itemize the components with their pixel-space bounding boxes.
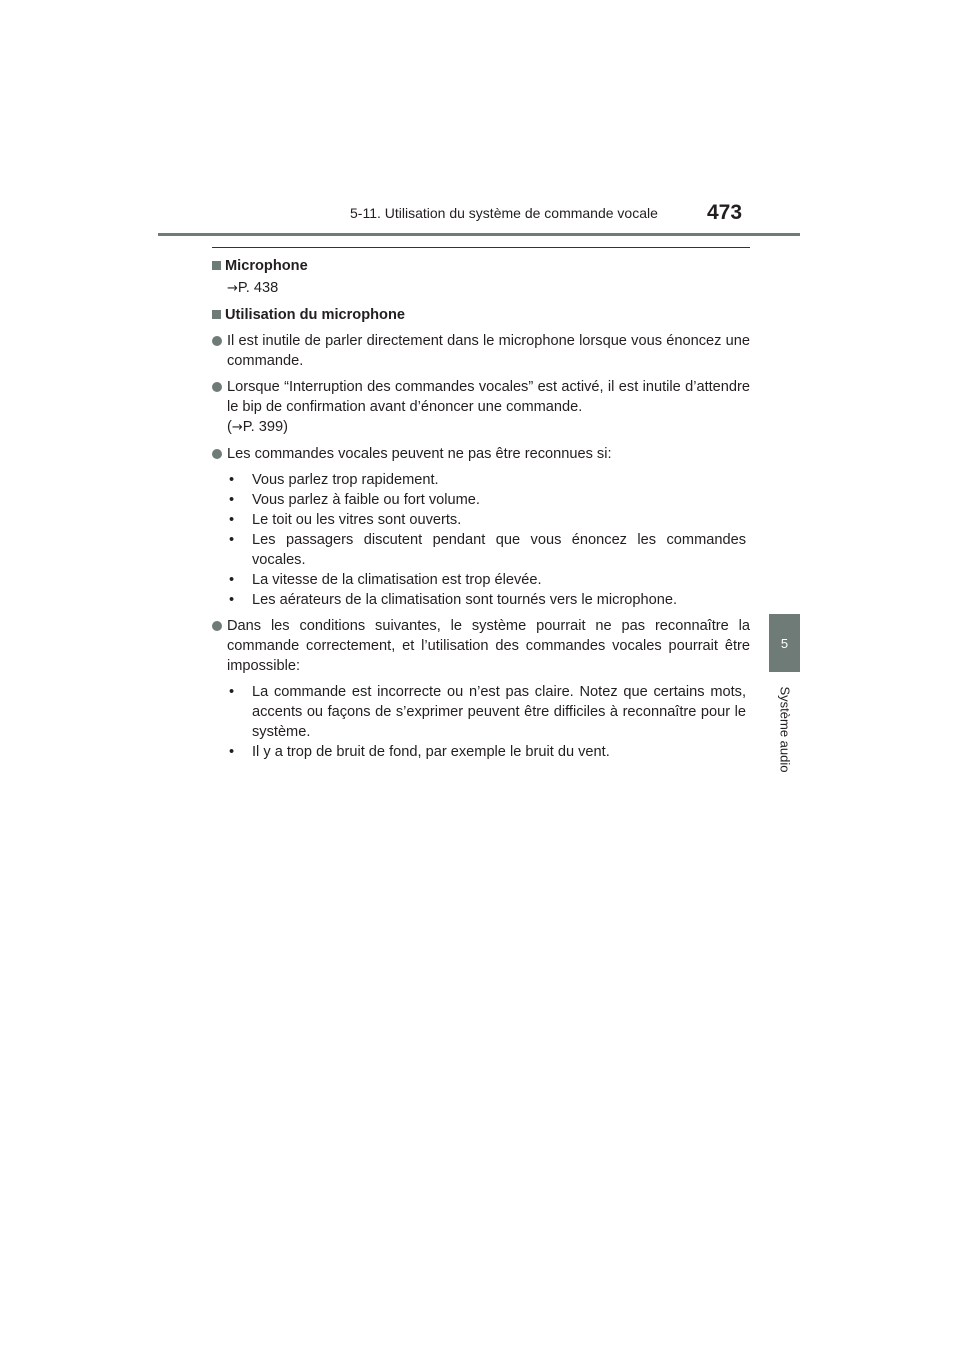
circle-bullet-icon (212, 449, 222, 459)
list-item (212, 616, 750, 676)
sub-bullet-icon: • (229, 492, 235, 508)
square-bullet-icon (212, 310, 221, 319)
running-header-section: 5-11. Utilisation du système de commande vocale (350, 205, 658, 221)
list-item (212, 444, 750, 464)
section-title: Microphone (225, 258, 308, 274)
right-arrow-icon: → (231, 420, 243, 435)
list-item (212, 377, 750, 438)
chapter-tab-label-text: Système audio (777, 686, 792, 772)
sub-list-item (212, 570, 750, 590)
right-arrow-icon: → (227, 281, 238, 296)
sub-bullet-icon: • (229, 512, 235, 528)
circle-bullet-icon (212, 382, 222, 392)
sub-bullet-icon: • (229, 592, 235, 608)
sub-bullet-icon: • (229, 472, 235, 488)
sub-list-item-text: La commande est incorrecte ou n’est pas claire. Notez que certains mots, accents ou façons de s’exprimer peuvent être difficiles à reconnaître pour le système. (252, 684, 746, 740)
sub-list-item-text: Les passagers discutent pendant que vous énoncez les commandes vocales. (252, 532, 746, 568)
sub-list (212, 470, 750, 610)
sub-list-item-text: Vous parlez trop rapidement. (252, 472, 439, 488)
sub-bullet-icon: • (229, 532, 235, 548)
list-item-text: Il est inutile de parler directement dans le microphone lorsque vous énoncez une commande. (227, 333, 750, 369)
sub-list-item-text: Vous parlez à faible ou fort volume. (252, 492, 480, 508)
sub-bullet-icon: • (229, 684, 235, 700)
section-heading-microphone (212, 256, 750, 276)
sub-list-item-text: Le toit ou les vitres sont ouverts. (252, 512, 462, 528)
sub-list-item (212, 470, 750, 490)
sub-list-item-text: Les aérateurs de la climatisation sont tournés vers le microphone. (252, 592, 678, 608)
header-rule (158, 233, 800, 236)
square-bullet-icon (212, 261, 221, 270)
section-title: Utilisation du microphone (225, 307, 405, 323)
sub-list-item (212, 490, 750, 510)
page-reference (212, 278, 750, 299)
sub-list (212, 682, 750, 762)
sub-list-item (212, 682, 750, 742)
sub-bullet-icon: • (229, 572, 235, 588)
ref-open-paren: ( (227, 419, 232, 435)
chapter-tab-number: 5 (769, 614, 800, 672)
list-item (212, 331, 750, 371)
page-number: 473 (707, 201, 743, 224)
page-content (212, 256, 750, 762)
sub-list-item (212, 742, 750, 762)
list-item-text: Lorsque “Interruption des commandes vocales” est activé, il est inutile d’attendre le bip de confirmation avant d’énoncer une commande. (227, 379, 750, 415)
content-rule (212, 247, 750, 248)
section-heading-microphone-use (212, 305, 750, 325)
sub-list-item-text: La vitesse de la climatisation est trop élevée. (252, 572, 542, 588)
sub-list-item (212, 530, 750, 570)
page-reference-text: P. 399) (242, 419, 288, 435)
sub-list-item-text: Il y a trop de bruit de fond, par exemple le bruit du vent. (252, 744, 610, 760)
chapter-tab-label (769, 676, 800, 782)
sub-list-item (212, 590, 750, 610)
list-item-text: Les commandes vocales peuvent ne pas être reconnues si: (227, 446, 612, 462)
circle-bullet-icon (212, 336, 222, 346)
sub-bullet-icon: • (229, 744, 235, 760)
circle-bullet-icon (212, 621, 222, 631)
list-item-text: Dans les conditions suivantes, le système pourrait ne pas reconnaître la commande correctement, et l’utilisation des commandes vocales pourrait être impossible: (227, 618, 750, 674)
sub-list-item (212, 510, 750, 530)
page-reference-text: P. 438 (237, 280, 279, 296)
